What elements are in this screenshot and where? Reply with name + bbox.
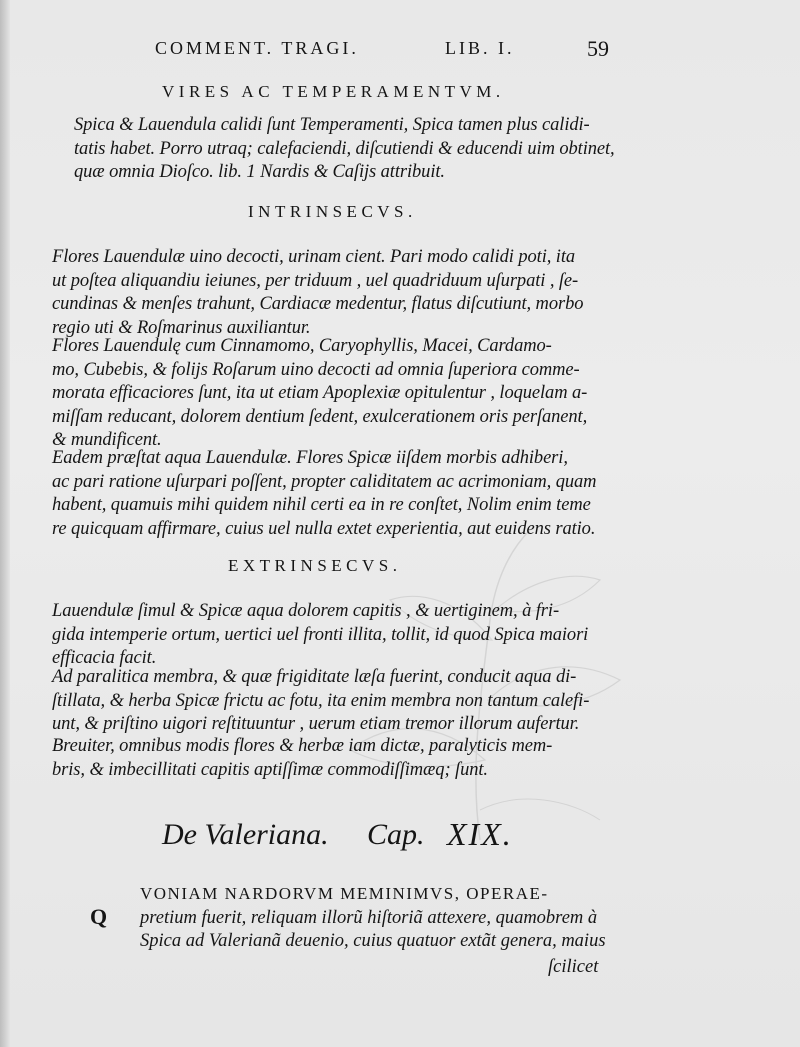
section-heading-extrinsecus: EXTRINSECVS. xyxy=(228,556,402,575)
running-head xyxy=(155,34,625,66)
catchword: ſcilicet xyxy=(548,957,599,977)
chapter-title: De Valeriana. xyxy=(162,818,329,851)
chapter-number: XIX. xyxy=(447,816,513,852)
paragraph-intrinsecus-1: Flores Lauendulæ uino decocti, urinam cient. Pari modo calidi poti, ita ut poſtea aliquandiu ieiunes, per triduum , uel quadriduum uſurpati , ſe- cundinas & menſes trahunt, Cardiacæ medentur, flatus diſcutiunt, morbo regio uti & Roſmarinus auxiliantur. xyxy=(52,247,584,338)
drop-cap: Q xyxy=(90,904,108,929)
paragraph-intrinsecus-3: Eadem præſtat aqua Lauendulæ. Flores Spicæ iiſdem morbis adhiberi, ac pari ratione uſurpari poſſent, propter caliditatem ac acrimoniam, quam habent, quamuis mihi quidem nihil certi ea in re conſtet, Nolim enim teme re quicquam affirmare, cuius uel nulla extet experientia, aut euidens ratio. xyxy=(52,448,597,539)
running-head-book: LIB. I. xyxy=(445,38,515,58)
chapter-heading xyxy=(162,818,582,858)
page-number: 59 xyxy=(587,36,609,61)
closing-text: pretium fuerit, reliquam illorũ hiſtoriã attexere, quamobrem à Spica ad Valerianã deuenio, cuius quatuor extãt genera, maius xyxy=(140,907,606,951)
paragraph-vires-1: Spica & Lauendula calidi ſunt Temperamenti, Spica tamen plus calidi- tatis habet. Porro utraq; calefaciendi, diſcutiendi & educendi uim obtinet, quæ omnia Dioſco. lib. 1 Nardis & Caſijs attribuit. xyxy=(74,115,615,182)
paragraph-extrinsecus-3: Breuiter, omnibus modis flores & herbæ iam dictæ, paralyticis mem- bris, & imbecillitati capitis aptiſſimæ commodiſſimæq; ſunt. xyxy=(52,736,553,780)
chapter-label: Cap. xyxy=(367,818,425,851)
paragraph-intrinsecus-2: Flores Lauendulę cum Cinnamomo, Caryophyllis, Macei, Cardamo- mo, Cubebis, & folijs Roſarum uino decocti ad omnia ſuperiora comme- morata efficaciores ſunt, ita ut etiam Apoplexiæ opitulentur , loquelam a- miſſam reducant, dolorem dentium ſedent, exulcerationem oris perſanent, & mundificent. xyxy=(52,336,588,450)
closing-caps-line: VONIAM NARDORVM MEMINIMVS, OPERAE- xyxy=(140,884,549,903)
section-heading-intrinsecus: INTRINSECVS. xyxy=(248,202,417,221)
closing-paragraph xyxy=(140,882,640,954)
paragraph-extrinsecus-1: Lauendulæ ſimul & Spicæ aqua dolorem capitis , & uertiginem, à fri- gida intemperie ortum, uertici uel fronti illita, tollit, id quod Spica maiori efficacia facit. xyxy=(52,601,589,668)
section-heading-vires: VIRES AC TEMPERAMENTVM. xyxy=(162,82,505,101)
page-gutter-shadow xyxy=(0,0,10,1047)
running-head-title: COMMENT. TRAGI. xyxy=(155,38,359,58)
paragraph-extrinsecus-2: Ad paralitica membra, & quæ frigiditate læſa fuerint, conducit aqua di- ſtillata, & herba Spicæ frictu ac fotu, ita enim membra non tantum calefi- unt, & priſtino uigori reſtituuntur , uerum etiam tremor illorum aufertur. xyxy=(52,667,590,734)
